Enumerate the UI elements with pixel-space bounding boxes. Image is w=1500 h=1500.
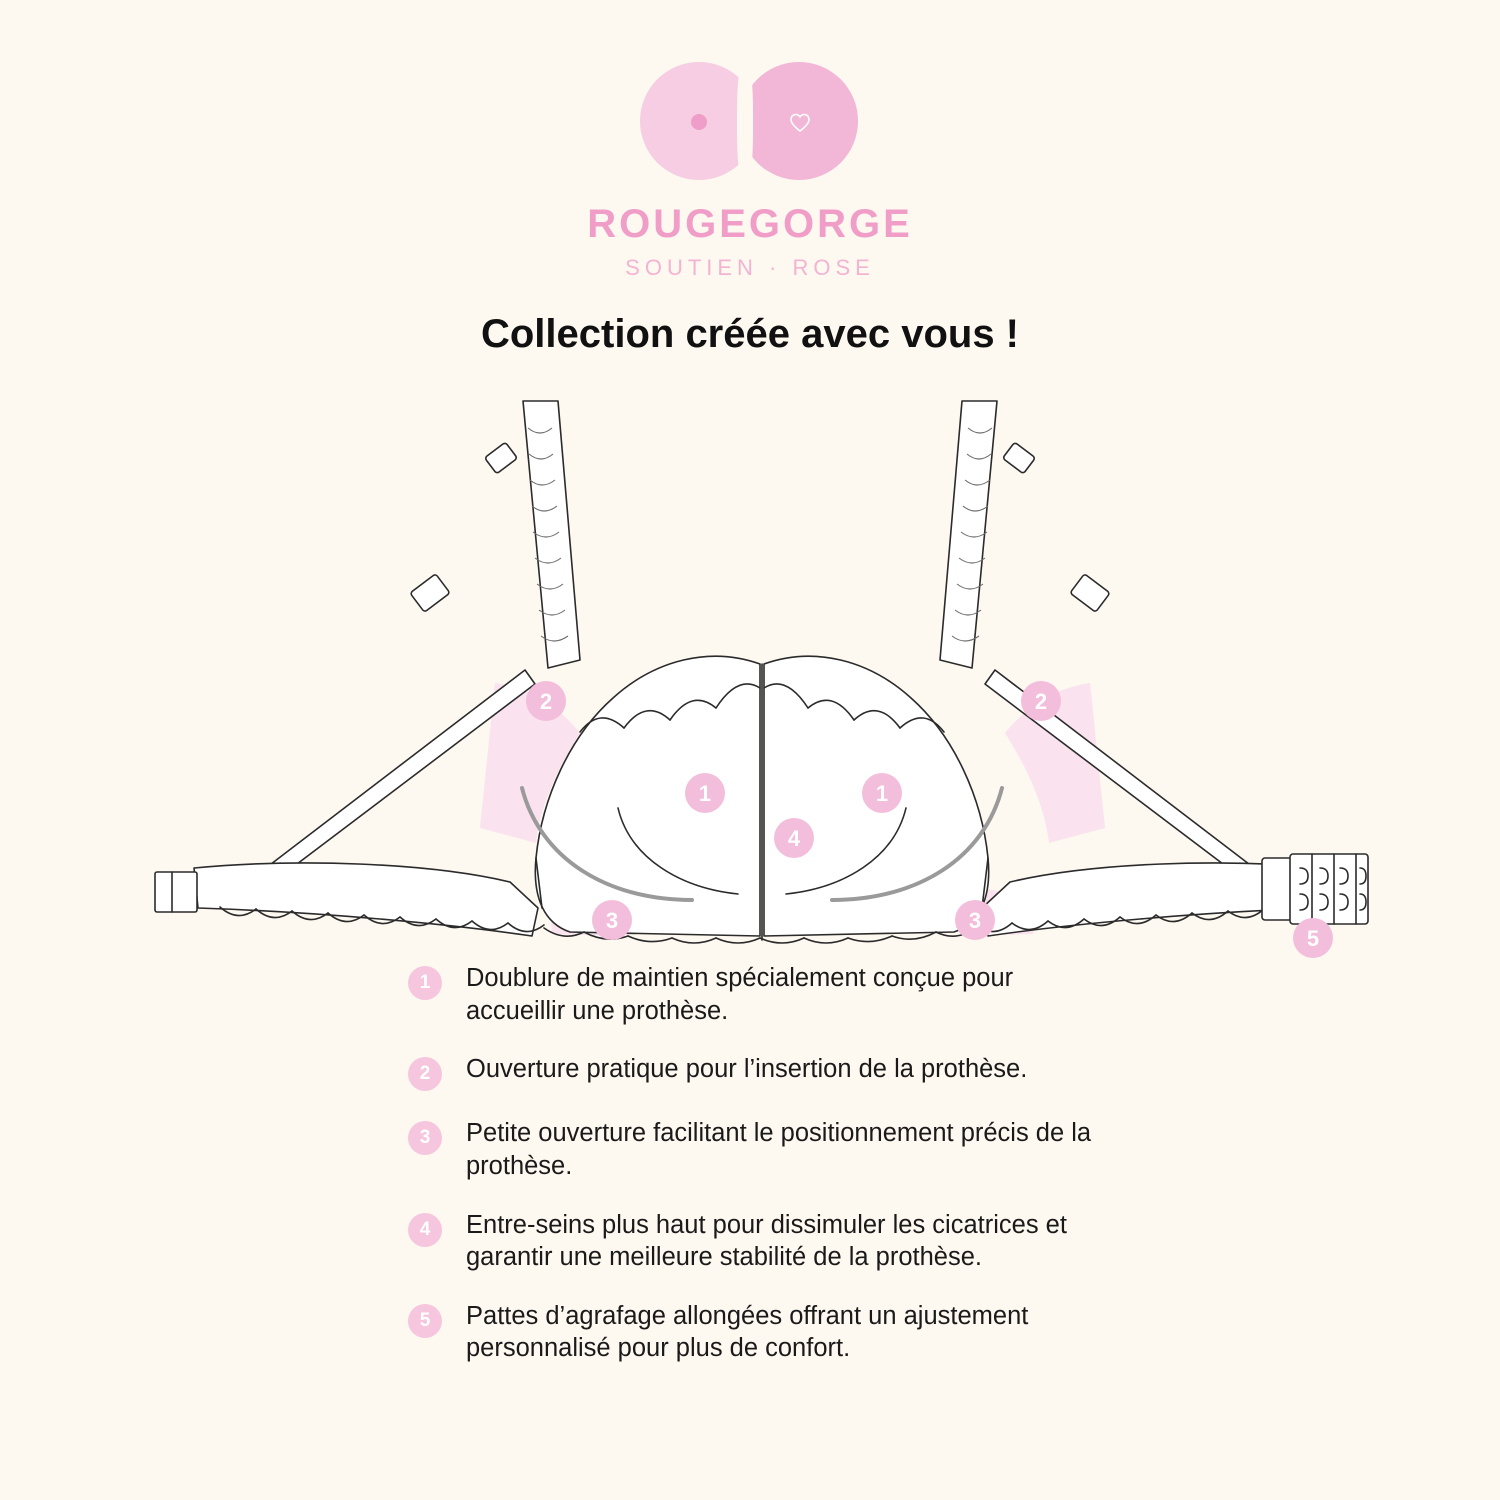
marker-4-center	[774, 818, 814, 858]
strap-slider-upper-left	[485, 442, 518, 474]
marker-5-label: 5	[1306, 926, 1320, 951]
legend-item	[408, 962, 1128, 1027]
marker-3-left	[592, 900, 632, 940]
cup-left	[535, 656, 760, 936]
legend-item	[408, 1300, 1128, 1365]
strap-slider-lower-right	[1070, 574, 1110, 612]
marker-1-right	[862, 773, 902, 813]
legend-text-4: Entre-seins plus haut pour dissimuler les cicatrices et garantir une meilleure stabilité de la prothèse.	[466, 1210, 1067, 1272]
legend-badge-5: 5	[408, 1304, 442, 1338]
marker-2-left-label: 2	[539, 689, 553, 714]
legend-item	[408, 1209, 1128, 1274]
heart-icon	[788, 110, 812, 134]
marker-2-right-label: 2	[1034, 689, 1048, 714]
marker-3-right-label: 3	[968, 908, 982, 933]
legend-list	[408, 962, 1128, 1391]
legend-text-2: Ouverture pratique pour l’insertion de la prothèse.	[466, 1055, 1028, 1084]
marker-1-left-label: 1	[698, 781, 712, 806]
marker-1-left	[685, 773, 725, 813]
strap-slider-upper-right	[1003, 442, 1036, 474]
legend-item	[408, 1053, 1128, 1091]
legend-text-1: Doublure de maintien spécialement conçue pour accueillir une prothèse.	[466, 964, 1014, 1025]
strap-shoulder-left	[523, 401, 580, 668]
legend-text-3: Petite ouverture facilitant le positionnement précis de la prothèse.	[466, 1119, 1092, 1180]
bra-illustration	[150, 388, 1370, 968]
logo-mark	[640, 62, 860, 182]
legend-text-5: Pattes d’agrafage allongées offrant un ajustement personnalisé pour plus de confort.	[466, 1301, 1029, 1363]
legend-badge-3: 3	[408, 1121, 442, 1155]
marker-1-right-label: 1	[875, 781, 889, 806]
brand-name: ROUGEGORGE	[587, 202, 913, 246]
marker-2-left	[526, 681, 566, 721]
loop-tab-left	[155, 872, 197, 912]
legend-badge-1: 1	[408, 966, 442, 1000]
bra-diagram-svg	[150, 388, 1370, 968]
marker-4-label: 4	[787, 826, 801, 851]
legend-badge-4: 4	[408, 1213, 442, 1247]
brand-logo-block	[0, 62, 1500, 281]
marker-5-fastening	[1293, 918, 1333, 958]
logo-dot-icon	[691, 114, 707, 130]
page-title: Collection créée avec vous !	[480, 312, 1019, 356]
hook-tab-right	[1262, 858, 1292, 920]
strap-slider-lower-left	[410, 574, 450, 612]
band-wing-left	[194, 863, 538, 936]
legend-badge-2: 2	[408, 1057, 442, 1091]
legend-item	[408, 1117, 1128, 1182]
strap-shoulder-right	[940, 401, 997, 668]
logo-gap-shape	[737, 60, 753, 184]
marker-2-right	[1021, 681, 1061, 721]
marker-3-left-label: 3	[605, 908, 619, 933]
brand-tagline: SOUTIEN · ROSE	[625, 255, 875, 280]
marker-3-right	[955, 900, 995, 940]
